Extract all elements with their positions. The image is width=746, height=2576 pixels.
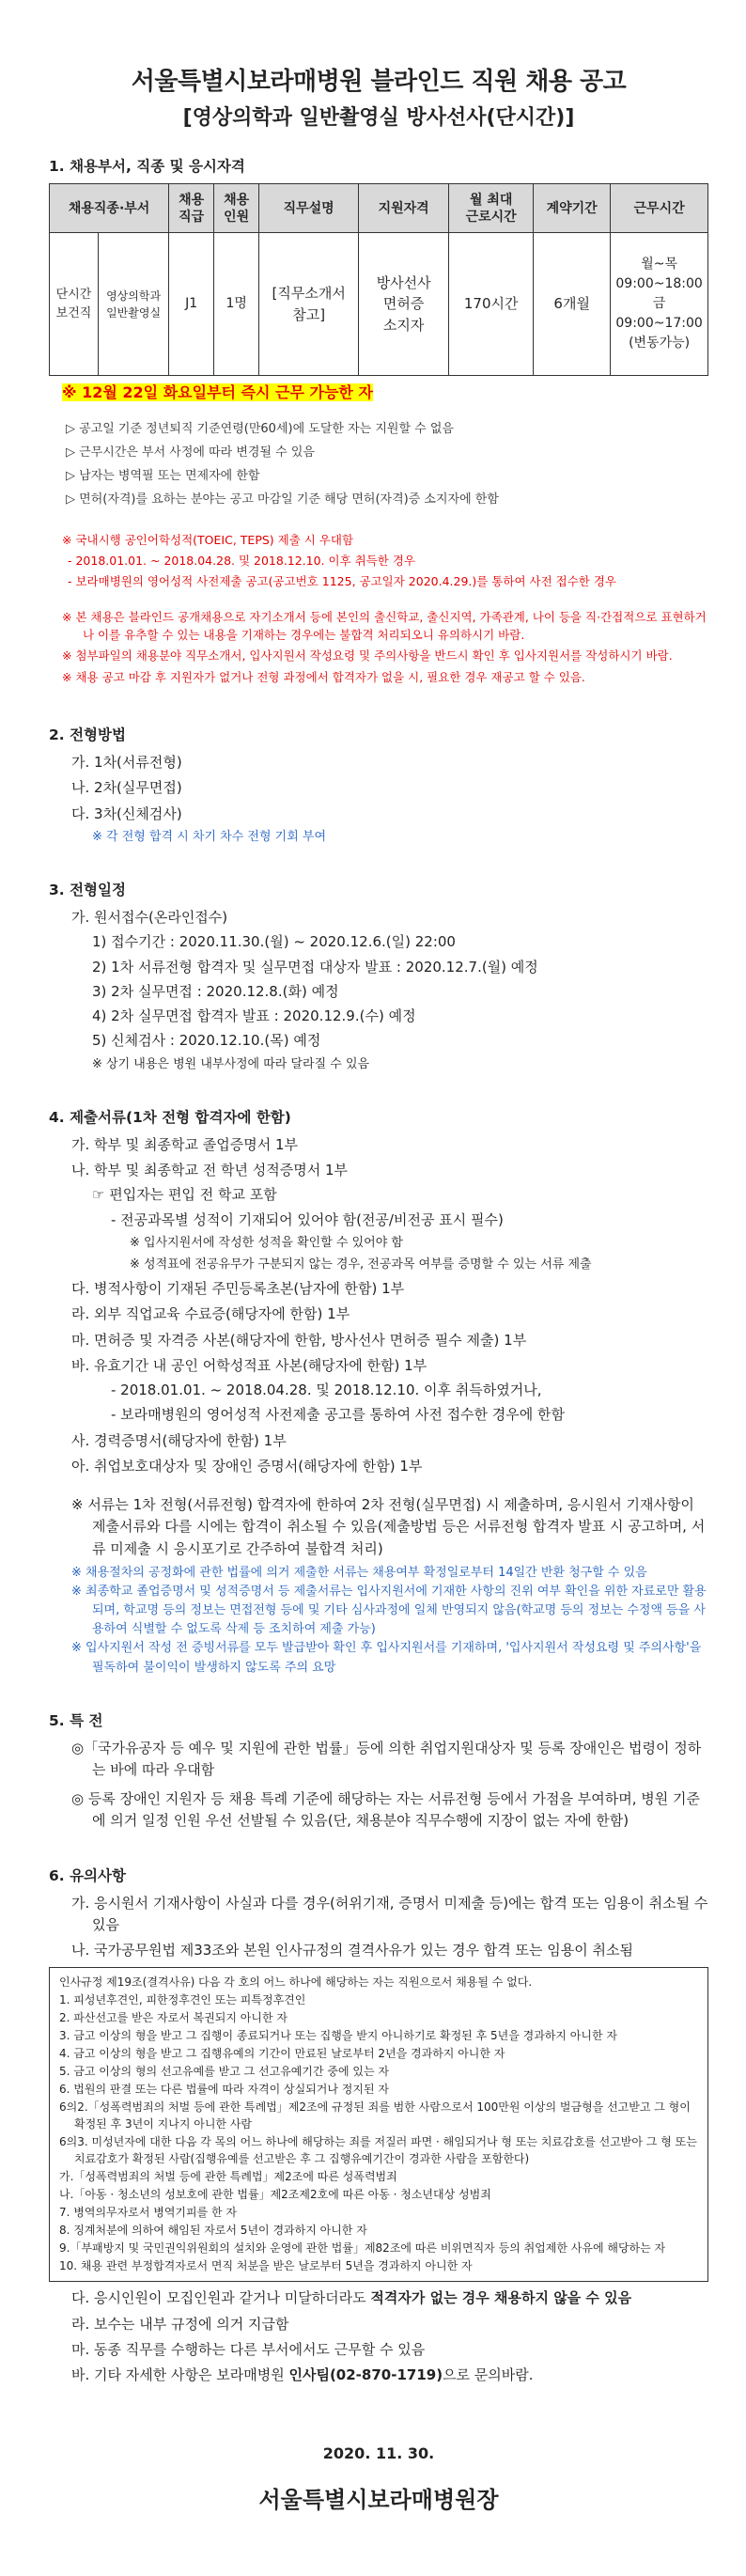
list-item: 아. 취업보호대상자 및 장애인 증명서(해당자에 한함) 1부: [71, 1457, 423, 1475]
box-item: 나.「아동 · 청소년의 성보호에 관한 법률」제2조제2호에 따른 아동 · 청소년대상 성범죄: [59, 2188, 491, 2202]
list-item: 바. 유효기간 내 공인 어학성적표 사본(해당자에 한함) 1부: [71, 1356, 427, 1374]
list-item: 가. 원서접수(온라인접수): [71, 909, 228, 927]
td-dept: 영상의학과 일반촬영실: [99, 233, 169, 376]
th-work: 근무시간: [611, 184, 708, 233]
note-item: - 보라매병원의 영어성적 사전제출 공고(공고번호 1125, 공고일자 2020.4.29.)를 통하여 사전 접수한 경우: [68, 574, 616, 589]
list-item: ☞ 편입자는 편입 전 학교 포함: [92, 1186, 277, 1204]
box-item: 1. 피성년후견인, 피한정후견인 또는 피특정후견인: [59, 1993, 306, 2007]
emphasis-text: 적격자가 없는 경우 채용하지 않을 수 있음: [370, 2289, 632, 2307]
list-item: 나. 학부 및 최종학교 전 학년 성적증명서 1부: [71, 1162, 349, 1179]
note-item: ※ 채용 공고 마감 후 지원자가 없거나 전형 과정에서 합격자가 없을 시, 필요한 경우 재공고 할 수 있음.: [62, 669, 585, 684]
th-desc: 직무설명: [259, 184, 359, 233]
note-item: ※ 각 전형 합격 시 차기 차수 전형 기회 부여: [92, 829, 327, 844]
schedule-item: 1) 접수기간 : 2020.11.30.(월) ~ 2020.12.6.(일) 22:00: [92, 933, 456, 951]
schedule-item: 5) 신체검사 : 2020.12.10.(목) 예정: [92, 1032, 321, 1050]
list-item: 사. 경력증명서(해당자에 한함) 1부: [71, 1431, 287, 1449]
disqualification-box: [49, 1967, 708, 2282]
box-item: 5. 금고 이상의 형의 선고유예를 받고 그 선고유예기간 중에 있는 자: [59, 2065, 389, 2079]
td-hours: 170시간: [449, 233, 534, 376]
td-job-type: 단시간 보건직: [50, 233, 99, 376]
list-item: [71, 2365, 708, 2386]
th-term: 계약기간: [534, 184, 611, 233]
start-date-highlight: [62, 382, 708, 405]
th-count: 채용 인원: [214, 184, 259, 233]
box-item: 인사규정 제19조(결격사유) 다음 각 호의 어느 하나에 해당하는 자는 직원으로서 채용될 수 없다.: [59, 1975, 533, 1990]
schedule-item: 2) 1차 서류전형 합격자 및 실무면접 대상자 발표 : 2020.12.7.(월) 예정: [92, 958, 538, 976]
list-item: - 2018.01.01. ~ 2018.04.28. 및 2018.12.10. 이후 취득하였거나,: [111, 1382, 542, 1399]
section-2-heading: 2. 전형방법: [49, 726, 126, 744]
td-count: 1명: [214, 233, 259, 376]
list-item: ▷ 면허(자격)를 요하는 분야는 공고 마감일 기준 해당 면허(자격)증 소지자에 한함: [66, 492, 499, 507]
schedule-item: 3) 2차 실무면접 : 2020.12.8.(화) 예정: [92, 982, 339, 1000]
list-item: ▷ 남자는 병역필 또는 면제자에 한함: [66, 469, 260, 484]
box-item: 4. 금고 이상의 형을 받고 그 집행유예의 기간이 만료된 날로부터 2년을 경과하지 아니한 자: [59, 2047, 505, 2061]
section-1-heading: 1. 채용부서, 직종 및 응시자격: [49, 158, 245, 176]
highlight-text: ※ 12월 22일 화요일부터 즉시 근무 가능한 자: [62, 383, 373, 402]
text-span: 바. 기타 자세한 사항은 보라매병원: [71, 2366, 289, 2384]
box-item: 가.「성폭력범죄의 처벌 등에 관한 특례법」제2조에 따른 성폭력범죄: [59, 2170, 397, 2184]
contact-phone: 인사팀(02-870-1719): [288, 2366, 443, 2384]
list-item: 나. 국가공무원법 제33조와 본원 인사규정의 결격사유가 있는 경우 합격 또는 임용이 취소됨: [71, 1942, 633, 1959]
list-item: ◎「국가유공자 등 예우 및 지원에 관한 법률」등에 의한 취업지원대상자 및 등록 장애인은 법령이 정하는 바에 따라 우대함: [71, 1739, 702, 1778]
announcement-date: 2020. 11. 30.: [322, 2444, 435, 2463]
list-item: 마. 동종 직무를 수행하는 다른 부서에서도 근무할 수 있음: [71, 2340, 426, 2358]
note-item: - 2018.01.01. ~ 2018.04.28. 및 2018.12.10. 이후 취득한 경우: [68, 553, 416, 568]
th-qual: 지원자격: [359, 184, 449, 233]
note-item: ※ 입사지원서 작성 전 증빙서류를 모두 발급받아 확인 후 입사지원서를 기재하며, '입사지원서 작성요령 및 주의사항'을 필독하여 불이익이 발생하지 않도록 주의 요망: [71, 1641, 702, 1675]
list-item: 가. 응시원서 기재사항이 사실과 다를 경우(허위기재, 증명서 미제출 등)에는 합격 또는 임용이 취소될 수 있음: [71, 1894, 708, 1933]
list-item: 마. 면허증 및 자격증 사본(해당자에 한함, 방사선사 면허증 필수 제출) 1부: [71, 1331, 527, 1349]
text-span: 으로 문의바람.: [443, 2366, 534, 2384]
box-item: 10. 채용 관련 부정합격자로서 면직 처분을 받은 날로부터 5년을 경과하지 아니한 자: [59, 2259, 473, 2273]
list-item: 다. 3차(신체검사): [71, 804, 182, 822]
section-5-heading: 5. 특 전: [49, 1711, 103, 1729]
schedule-item: 4) 2차 실무면접 합격자 발표 : 2020.12.9.(수) 예정: [92, 1007, 416, 1025]
box-item: 6의3. 미성년자에 대한 다음 각 목의 어느 하나에 해당하는 죄를 저질러 파면 · 해임되거나 형 또는 치료감호를 선고받아 그 형 또는 치료감호가 확정된 사람(집행유예를 선고받은 후 그 집행유예기간이 경과한 사람을 포함한다): [59, 2135, 697, 2166]
box-item: 9.「부패방지 및 국민권익위원회의 설치와 운영에 관한 법률」제82조에 따른 비위면직자 등의 취업제한 사유에 해당하는 자: [59, 2241, 666, 2256]
box-item: 7. 병역의무자로서 병역기피를 한 자: [59, 2206, 237, 2220]
td-work: 월~목 09:00~18:00 금 09:00~17:00 (변동가능): [611, 233, 708, 376]
list-item: 나. 2차(실무면접): [71, 779, 182, 797]
td-grade: J1: [169, 233, 214, 376]
note-item: ※ 첨부파일의 채용분야 직무소개서, 입사지원서 작성요령 및 주의사항을 반드시 확인 후 입사지원서를 작성하시기 바람.: [62, 648, 673, 664]
note-item: ※ 본 채용은 블라인드 공개채용으로 자기소개서 등에 본인의 출신학교, 출신지역, 가족관계, 나이 등을 직·간접적으로 표현하거나 이를 유추할 수 있는 내용을 기재하는 경우에는 불합격 처리되오니 유의하시기 바람.: [62, 609, 707, 643]
page-subtitle: [영상의학과 일반촬영실 방사선사(단시간)]: [182, 106, 575, 131]
section-4-heading: 4. 제출서류(1차 전형 합격자에 한함): [49, 1108, 291, 1126]
list-item: - 보라매병원의 영어성적 사전제출 공고를 통하여 사전 접수한 경우에 한함: [111, 1406, 566, 1424]
note-item: ※ 상기 내용은 병원 내부사정에 따라 달라질 수 있음: [92, 1056, 370, 1071]
list-item: 가. 학부 및 최종학교 졸업증명서 1부: [71, 1135, 299, 1153]
page-title: 서울특별시보라매병원 블라인드 직원 채용 공고: [131, 68, 627, 96]
td-term: 6개월: [534, 233, 611, 376]
job-table: [49, 183, 708, 376]
job-table-header-row: [50, 184, 708, 233]
box-item: 2. 파산선고를 받은 자로서 복권되지 아니한 자: [59, 2011, 288, 2025]
note-item: ※ 성적표에 전공유무가 구분되지 않는 경우, 전공과목 여부를 증명할 수 있는 서류 제출: [130, 1257, 592, 1272]
document-notes: [71, 1564, 708, 1678]
eligibility-list: [66, 420, 708, 510]
list-item: 가. 1차(서류전형): [71, 754, 182, 772]
section-6-heading: 6. 유의사항: [49, 1866, 126, 1884]
th-hours: 월 최대 근로시간: [449, 184, 534, 233]
section-3-heading: 3. 전형일정: [49, 882, 126, 899]
list-item: 라. 보수는 내부 규정에 의거 지급함: [71, 2315, 289, 2333]
th-grade: 채용 직급: [169, 184, 214, 233]
list-item: 라. 외부 직업교육 수료증(해당자에 한함) 1부: [71, 1305, 350, 1323]
th-dept: 채용직종·부서: [50, 184, 169, 233]
note-item: ※ 최종학교 졸업증명서 및 성적증명서 등 제출서류는 입사지원서에 기재한 사항의 진위 여부 확인을 위한 자료로만 활용되며, 학교명 등의 정보는 면접전형 등에 및 기타 심사과정에 일체 반영되지 않음(학교명 등의 정보는 수정액 등을 사용하여 식별할 수 없도록 삭제 등 조치하여 제출 가능): [71, 1584, 707, 1637]
list-item: ◎ 등록 장애인 지원자 등 채용 특례 기준에 해당하는 자는 서류전형 등에서 가점을 부여하며, 병원 기준에 의거 일정 인원 우선 선발될 수 있음(단, 채용분야 직무수행에 지장이 없는 자에 한함): [71, 1790, 700, 1830]
td-desc: [직무소개서 참고]: [259, 233, 359, 376]
signer-name: 서울특별시보라매병원장: [258, 2487, 499, 2514]
list-item: ▷ 근무시간은 부서 사정에 따라 변경될 수 있음: [66, 445, 315, 461]
box-item: 3. 금고 이상의 형을 받고 그 집행이 종료되거나 또는 집행을 받지 아니하기로 확정된 후 5년을 경과하지 아니한 자: [59, 2029, 617, 2043]
note-item: ※ 채용절차의 공정화에 관한 법률에 의거 제출한 서류는 채용여부 확정일로부터 14일간 반환 청구할 수 있음: [71, 1565, 647, 1580]
box-item: 6의2.「성폭력범죄의 처벌 등에 관한 특례법」제2조에 규정된 죄를 범한 사람으로서 100만원 이상의 벌금형을 선고받고 그 형이 확정된 후 3년이 지나지 아니한 사람: [59, 2100, 691, 2131]
list-item: - 전공과목별 성적이 기재되어 있어야 함(전공/비전공 표시 필수): [111, 1210, 504, 1228]
box-item: 8. 징계처분에 의하여 해임된 자로서 5년이 경과하지 아니한 자: [59, 2224, 367, 2238]
td-qual: 방사선사 면허증 소지자: [359, 233, 449, 376]
note-item: ※ 입사지원서에 작성한 성적을 확인할 수 있어야 함: [130, 1235, 403, 1250]
box-item: 6. 법원의 판결 또는 다른 법률에 따라 자격이 상실되거나 정지된 자: [59, 2083, 389, 2097]
list-item: [71, 2287, 708, 2309]
text-span: 다. 응시인원이 모집인원과 같거나 미달하더라도: [71, 2289, 371, 2307]
job-table-row: [50, 233, 708, 376]
list-item: ▷ 공고일 기준 정년퇴직 기준연령(만60세)에 도달한 자는 지원할 수 없음: [66, 422, 454, 436]
language-score-notes: [62, 531, 708, 687]
list-item: 다. 병적사항이 기재된 주민등록초본(남자에 한함) 1부: [71, 1280, 405, 1298]
note-item: ※ 서류는 1차 전형(서류전형) 합격자에 한하여 2차 전형(실무면접) 시 제출하며, 응시원서 기재사항이 제출서류와 다를 시에는 합격이 취소될 수 있음(제출방법 등은 서류전형 합격자 발표 시 공고하며, 서류 미제출 시 응시포기로 간주하여 불합격 처리): [71, 1496, 706, 1557]
note-item: ※ 국내시행 공인어학성적(TOEIC, TEPS) 제출 시 우대함: [62, 532, 354, 547]
